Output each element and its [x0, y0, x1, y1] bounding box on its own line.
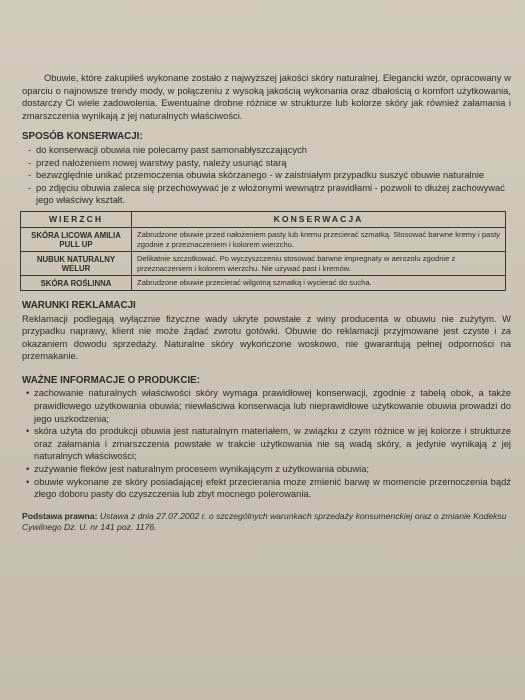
- table-row: [21, 227, 506, 251]
- info-item: • zachowanie naturalnych właściwości skóry wymaga prawidłowej konserwacji, zgodnie z tabelą obok, a także prawidłowego użytkowania obuwia; niewłaściwa konserwacja lub nieprawidłowe użytkowanie obuwia prowadzi do jego uszkodzenia;: [26, 387, 511, 425]
- legal-basis-label: Podstawa prawna:: [22, 510, 98, 521]
- complaints-paragraph: Reklamacji podlegają wyłącznie fizyczne wady ukryte powstałe z winy producenta w obuwiu nie zużytym. W przypadku naprawy, klient nie może żądać zwrotu gotówki. Obuwie do reklamacji przyjmowane jest czyste i za okazaniem dowodu sprzedaży. Naturalne skóry wykończone woskowo, nie gwarantują pełnej odporności na przemakanie.: [22, 312, 511, 362]
- info-list: [22, 387, 511, 500]
- care-item: - przed nałożeniem nowej warstwy pasty, należy usunąć starą: [28, 157, 511, 170]
- material-cell: NUBUK NATURALNY WELUR: [21, 252, 132, 276]
- table-row: [21, 276, 506, 291]
- care-item: - bezwzględnie unikać przemoczenia obuwia skórzanego - w zaistniałym przypadku suszyć obuwie naturalnie: [28, 169, 511, 182]
- legal-basis-text: Ustawa z dnia 27.07.2002 r. o szczególnych warunkach sprzedaży konsumenckiej oraz o zmianie Kodeksu Cywilnego Dz. U. nr 141 poz. 1176.: [22, 510, 507, 532]
- care-cell: Delikatnie szczotkować. Po wyczyszczeniu stosować barwne impregnaty w aerozolu zgodnie z przeznaczeniem i kolorem wierzchu. Nie używać past i kremów.: [132, 252, 506, 276]
- intro-paragraph: Obuwie, które zakupiłeś wykonane zostało z najwyższej jakości skóry naturalnej. Elegancki wzór, opracowany w oparciu o najnowsze trendy mody, w połączeniu z wysoką jakością wykonania oraz dbałością o komfort użytkowania, dostarczy Ci wiele zadowolenia. Ewentualne drobne różnice w strukturze lub kolorze skóry jak również załamania i zmarszczenia wynikają z jej naturalnych właściwości.: [22, 72, 511, 121]
- care-cell: Zabrudzone obuwie przecierać wilgotną szmatką i wycierać do sucha.: [132, 276, 506, 291]
- care-list: [22, 144, 511, 207]
- info-heading: WAŻNE INFORMACJE O PRODUKCIE:: [22, 374, 200, 386]
- column-header-upper: WIERZCH: [21, 211, 132, 227]
- care-table: [20, 211, 506, 291]
- material-cell: SKÓRA LICOWA AMILIA PULL UP: [21, 227, 132, 251]
- care-item: - do konserwacji obuwia nie polecamy past samonabłyszczających: [28, 144, 511, 157]
- care-heading: SPOSÓB KONSERWACJI:: [22, 131, 143, 143]
- material-cell: SKÓRA ROŚLINNA: [21, 276, 132, 291]
- care-cell: Zabrudzone obuwie przed nałożeniem pasty lub kremu przecierać szmatką. Stosować barwne kremy i pasty zgodnie z przeznaczeniem i kolorem wierzchu.: [132, 227, 506, 251]
- info-item: • obuwie wykonane ze skóry posiadającej efekt przecierania może zmienić barwę w momencie przemoczenia bądź złego doboru pasty do czyszczenia lub zbyt mocnego polerowania.: [26, 476, 511, 501]
- info-item: • zużywanie fleków jest naturalnym procesem wynikającym z użytkowania obuwia;: [26, 463, 511, 476]
- care-table-header: [21, 211, 506, 227]
- complaints-heading: WARUNKI REKLAMACJI: [22, 299, 136, 311]
- care-item: - po zdjęciu obuwia zaleca się przechowywać je z włożonymi wewnątrz prawidłami - pozwoli to dłużej zachowywać jego właściwy kształt.: [28, 182, 511, 207]
- column-header-care: KONSERWACJA: [132, 211, 506, 227]
- info-item: • skóra użyta do produkcji obuwia jest naturalnym materiałem, w związku z czym różnice w jej kolorze i strukturze oraz załamania i zmarszczenia powstałe w trakcie użytkowania nie są wadą skóry, a jedynie wynikają z jej naturalnych właściwości;: [26, 425, 511, 463]
- table-row: [21, 252, 506, 276]
- legal-basis: [22, 511, 511, 533]
